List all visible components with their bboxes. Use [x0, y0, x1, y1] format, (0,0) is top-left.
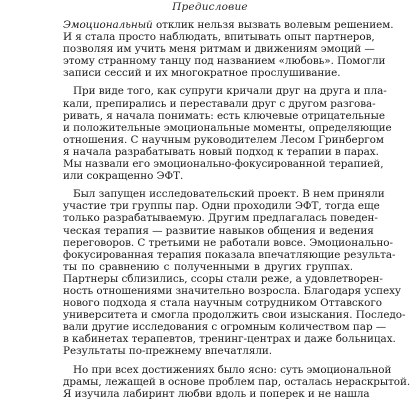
line-text: ческая терапия — развитие навыков общения и ведения — [63, 224, 374, 237]
text-line — [63, 212, 378, 225]
text-line — [63, 109, 385, 122]
line-text: ривать, я начала понимать: есть ключевые отрицательные — [63, 109, 385, 122]
text-line — [63, 170, 353, 182]
text-line — [63, 31, 375, 44]
line-text: вали другие исследования с огромным количеством пар — — [63, 321, 387, 334]
line-text: Результаты по-прежнему впечатляли. — [63, 345, 273, 358]
text-line — [63, 133, 384, 146]
line-text: университета и смогла продолжить свои изыскания. Последо- — [63, 309, 406, 322]
line-text: в кабинетах терапевтов, тренинг-центрах и даже больницах. — [63, 333, 396, 346]
line-text: только разрабатываемую. Другим предлагалась поведен- — [63, 212, 378, 225]
line-text: Партнеры сблизились, ссоры стали реже, а удовлетворен- — [63, 272, 383, 285]
line-text: записи сессий и их многократное прослушивание. — [63, 67, 341, 80]
line-text: позволяя им учить меня ритмам и движениям эмоций — — [63, 43, 375, 56]
text-line — [63, 158, 384, 171]
text-line — [63, 297, 382, 310]
text-line — [63, 200, 380, 213]
text-line — [63, 43, 375, 56]
running-head: Предисловие — [172, 1, 248, 13]
line-text: Мы назвали его эмоционально-фокусированной терапией, — [63, 158, 384, 171]
text-line — [63, 321, 387, 334]
text-line — [63, 97, 376, 110]
text-line — [63, 121, 392, 134]
text-line — [63, 188, 385, 201]
line-text: нового подхода я стала научным сотрудником Оттавского — [63, 297, 382, 310]
line-text: При виде того, как супруги кричали друг на друга и пла- — [73, 85, 387, 98]
line-text: кали, препирались и переставали друг с другом разгова- — [63, 97, 376, 110]
line-text: отношения. С научным руководителем Лесом Гринбергом — [63, 133, 384, 146]
text-line — [63, 85, 387, 98]
text-line — [63, 284, 401, 297]
line-text: И я стала просто наблюдать, впитывать опыт партнеров, — [63, 31, 375, 44]
text-line — [63, 345, 353, 357]
text-line — [63, 248, 396, 261]
text-line — [63, 261, 353, 273]
text-line — [63, 236, 393, 249]
text-line — [63, 224, 374, 237]
line-text: Был запущен исследовательский проект. В нем приняли — [73, 188, 385, 201]
line-text: Я изучила лабиринт любви вдоль и поперек и не нашла — [63, 387, 370, 400]
line-text: ты по сравнению с полученными в других группах. — [63, 260, 353, 273]
text-line — [63, 363, 392, 376]
line-text: или сокращенно ЭФТ. — [63, 170, 184, 183]
line-text: участие три группы пар. Одни проходили ЭФТ, тогда еще — [63, 200, 380, 213]
line-text: и положительные эмоциональные моменты, определяющие — [63, 121, 392, 134]
line-text: отклик нельзя вызвать волевым решением. — [152, 19, 394, 31]
text-line — [63, 145, 379, 158]
text-line — [63, 375, 411, 388]
line-text: я начала разрабатывать новый подход к терапии в парах. — [63, 145, 379, 158]
text-line — [63, 387, 370, 400]
emphasis-text: Эмоциональный — [63, 19, 153, 31]
line-text: драмы, лежащей в основе проблем пар, осталась нераскрытой. — [63, 375, 411, 388]
line-text: этому странному танцу под названием «любовь». Помогли — [63, 55, 386, 68]
line-text: ность отношениями значительно возросла. Благодаря успеху — [63, 284, 401, 297]
line-text: Но при всех достижениях было ясно: суть эмоциональной — [73, 363, 392, 376]
text-line — [63, 19, 394, 31]
line-text: переговоров. С третьими не работали вовсе. Эмоционально- — [63, 236, 393, 249]
text-line — [63, 333, 396, 346]
text-line — [63, 309, 406, 322]
body-text — [63, 19, 411, 400]
text-line — [63, 272, 383, 285]
text-line — [63, 55, 386, 68]
text-line — [63, 67, 353, 79]
line-text: фокусированная терапия показала впечатляющие результа- — [63, 248, 396, 261]
